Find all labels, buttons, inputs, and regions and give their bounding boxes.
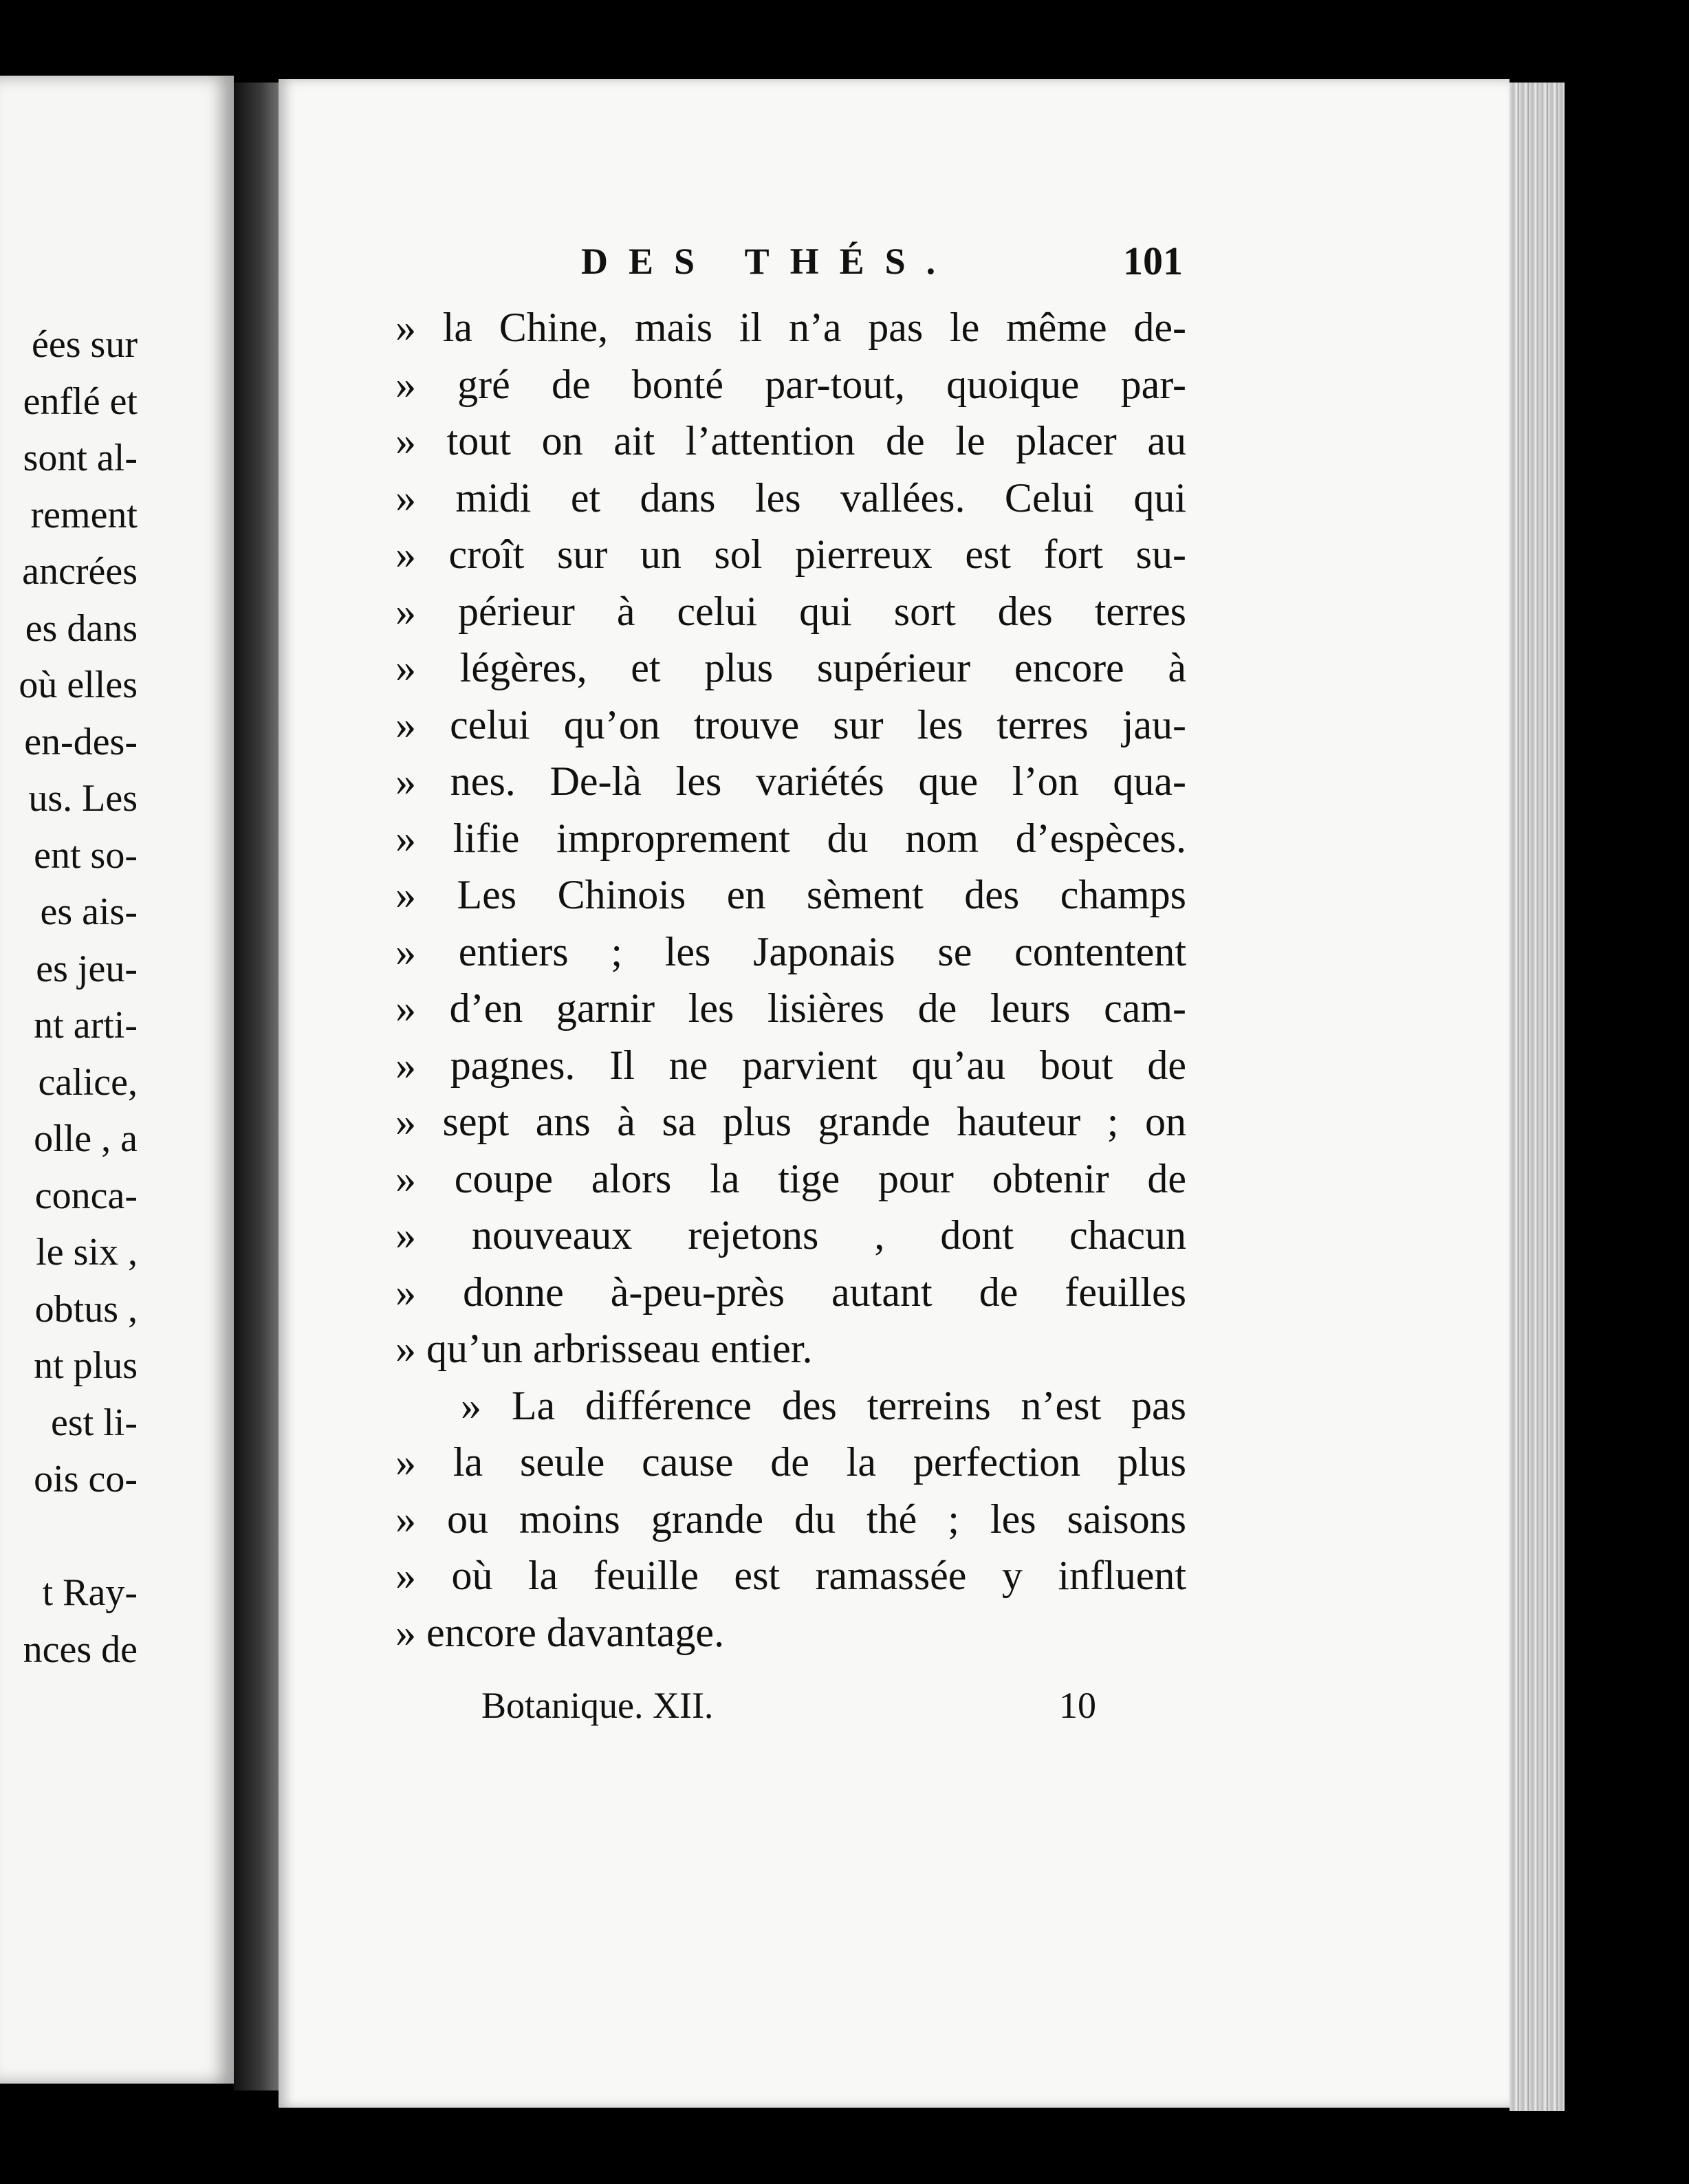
text-line: » Les Chinois en sèment des champs bbox=[395, 872, 1186, 917]
left-line: sont al- bbox=[23, 437, 138, 479]
left-facing-page bbox=[0, 76, 234, 2084]
text-line: » tout on ait l’attention de le placer au bbox=[395, 418, 1186, 463]
text-line: » la seule cause de la perfection plus bbox=[395, 1439, 1186, 1485]
text-line-paragraph-start: » La différence des terreins n’est pas bbox=[461, 1382, 1186, 1428]
text-line: » nouveaux rejetons , dont chacun bbox=[395, 1212, 1186, 1258]
text-line: » ou moins grande du thé ; les saisons bbox=[395, 1496, 1186, 1542]
left-line: calice, bbox=[38, 1060, 138, 1104]
text-line: » d’en garnir les lisières de leurs cam- bbox=[395, 985, 1186, 1031]
page-footer bbox=[481, 1681, 1100, 1729]
left-line: obtus , bbox=[34, 1287, 138, 1331]
text-line: » gré de bonté par-tout, quoique par- bbox=[395, 361, 1186, 407]
left-line: nces de bbox=[23, 1628, 138, 1671]
page-edges bbox=[1510, 83, 1565, 2111]
left-line: nt arti- bbox=[34, 1004, 138, 1047]
text-line: » coupe alors la tige pour obtenir de bbox=[395, 1155, 1186, 1201]
text-line: » la Chine, mais il n’a pas le même de- bbox=[395, 305, 1186, 350]
text-line: » croît sur un sol pierreux est fort su- bbox=[395, 532, 1186, 577]
left-line: enflé et bbox=[23, 380, 138, 423]
left-line: ancrées bbox=[22, 550, 138, 593]
left-line: us. Les bbox=[28, 777, 138, 820]
left-line: ois co- bbox=[34, 1458, 138, 1500]
text-line: » où la feuille est ramassée y influent bbox=[395, 1553, 1186, 1598]
left-line: conca- bbox=[34, 1174, 138, 1217]
text-line: » périeur à celui qui sort des terres bbox=[395, 588, 1186, 634]
left-line: nt plus bbox=[34, 1344, 138, 1387]
left-line: ées sur bbox=[32, 323, 138, 366]
left-page-text bbox=[0, 316, 138, 1678]
left-line: en-des- bbox=[24, 720, 138, 763]
text-line: » entiers ; les Japonais se contentent bbox=[395, 928, 1186, 974]
text-line: » lifie improprement du nom d’espèces. bbox=[395, 815, 1186, 861]
page-header bbox=[526, 237, 1183, 285]
book-gutter bbox=[234, 83, 282, 2090]
left-line bbox=[0, 1508, 138, 1565]
text-line: » sept ans à sa plus grande hauteur ; on bbox=[395, 1099, 1186, 1144]
left-line: es jeu- bbox=[36, 947, 138, 990]
signature-mark: Botanique. XII. bbox=[481, 1685, 714, 1726]
text-line: » légères, et plus supérieur encore à bbox=[395, 645, 1186, 690]
left-line: es dans bbox=[25, 607, 138, 650]
left-line: t Ray- bbox=[42, 1571, 138, 1614]
text-line: » donne à-peu-près autant de feuilles bbox=[395, 1269, 1186, 1315]
left-line: es ais- bbox=[40, 891, 138, 933]
left-line: le six , bbox=[36, 1231, 138, 1274]
left-line: ent so- bbox=[34, 833, 138, 877]
left-line: olle , a bbox=[34, 1117, 138, 1160]
text-line: » celui qu’on trouve sur les terres jau- bbox=[395, 701, 1186, 747]
text-line: » pagnes. Il ne parvient qu’au bout de bbox=[395, 1042, 1186, 1088]
left-line: rement bbox=[30, 493, 138, 536]
page-number: 101 bbox=[1123, 239, 1183, 283]
text-line: » encore davantage. bbox=[395, 1609, 725, 1655]
body-text bbox=[395, 299, 1186, 1661]
text-line: » nes. De-là les variétés que l’on qua- bbox=[395, 758, 1186, 804]
left-line: où elles bbox=[19, 664, 138, 706]
left-line: est li- bbox=[51, 1401, 138, 1444]
running-head: DES THÉS. bbox=[581, 241, 957, 282]
signature-number: 10 bbox=[1059, 1685, 1096, 1726]
text-line: » midi et dans les vallées. Celui qui bbox=[395, 474, 1186, 521]
text-line: » qu’un arbrisseau entier. bbox=[395, 1326, 813, 1371]
